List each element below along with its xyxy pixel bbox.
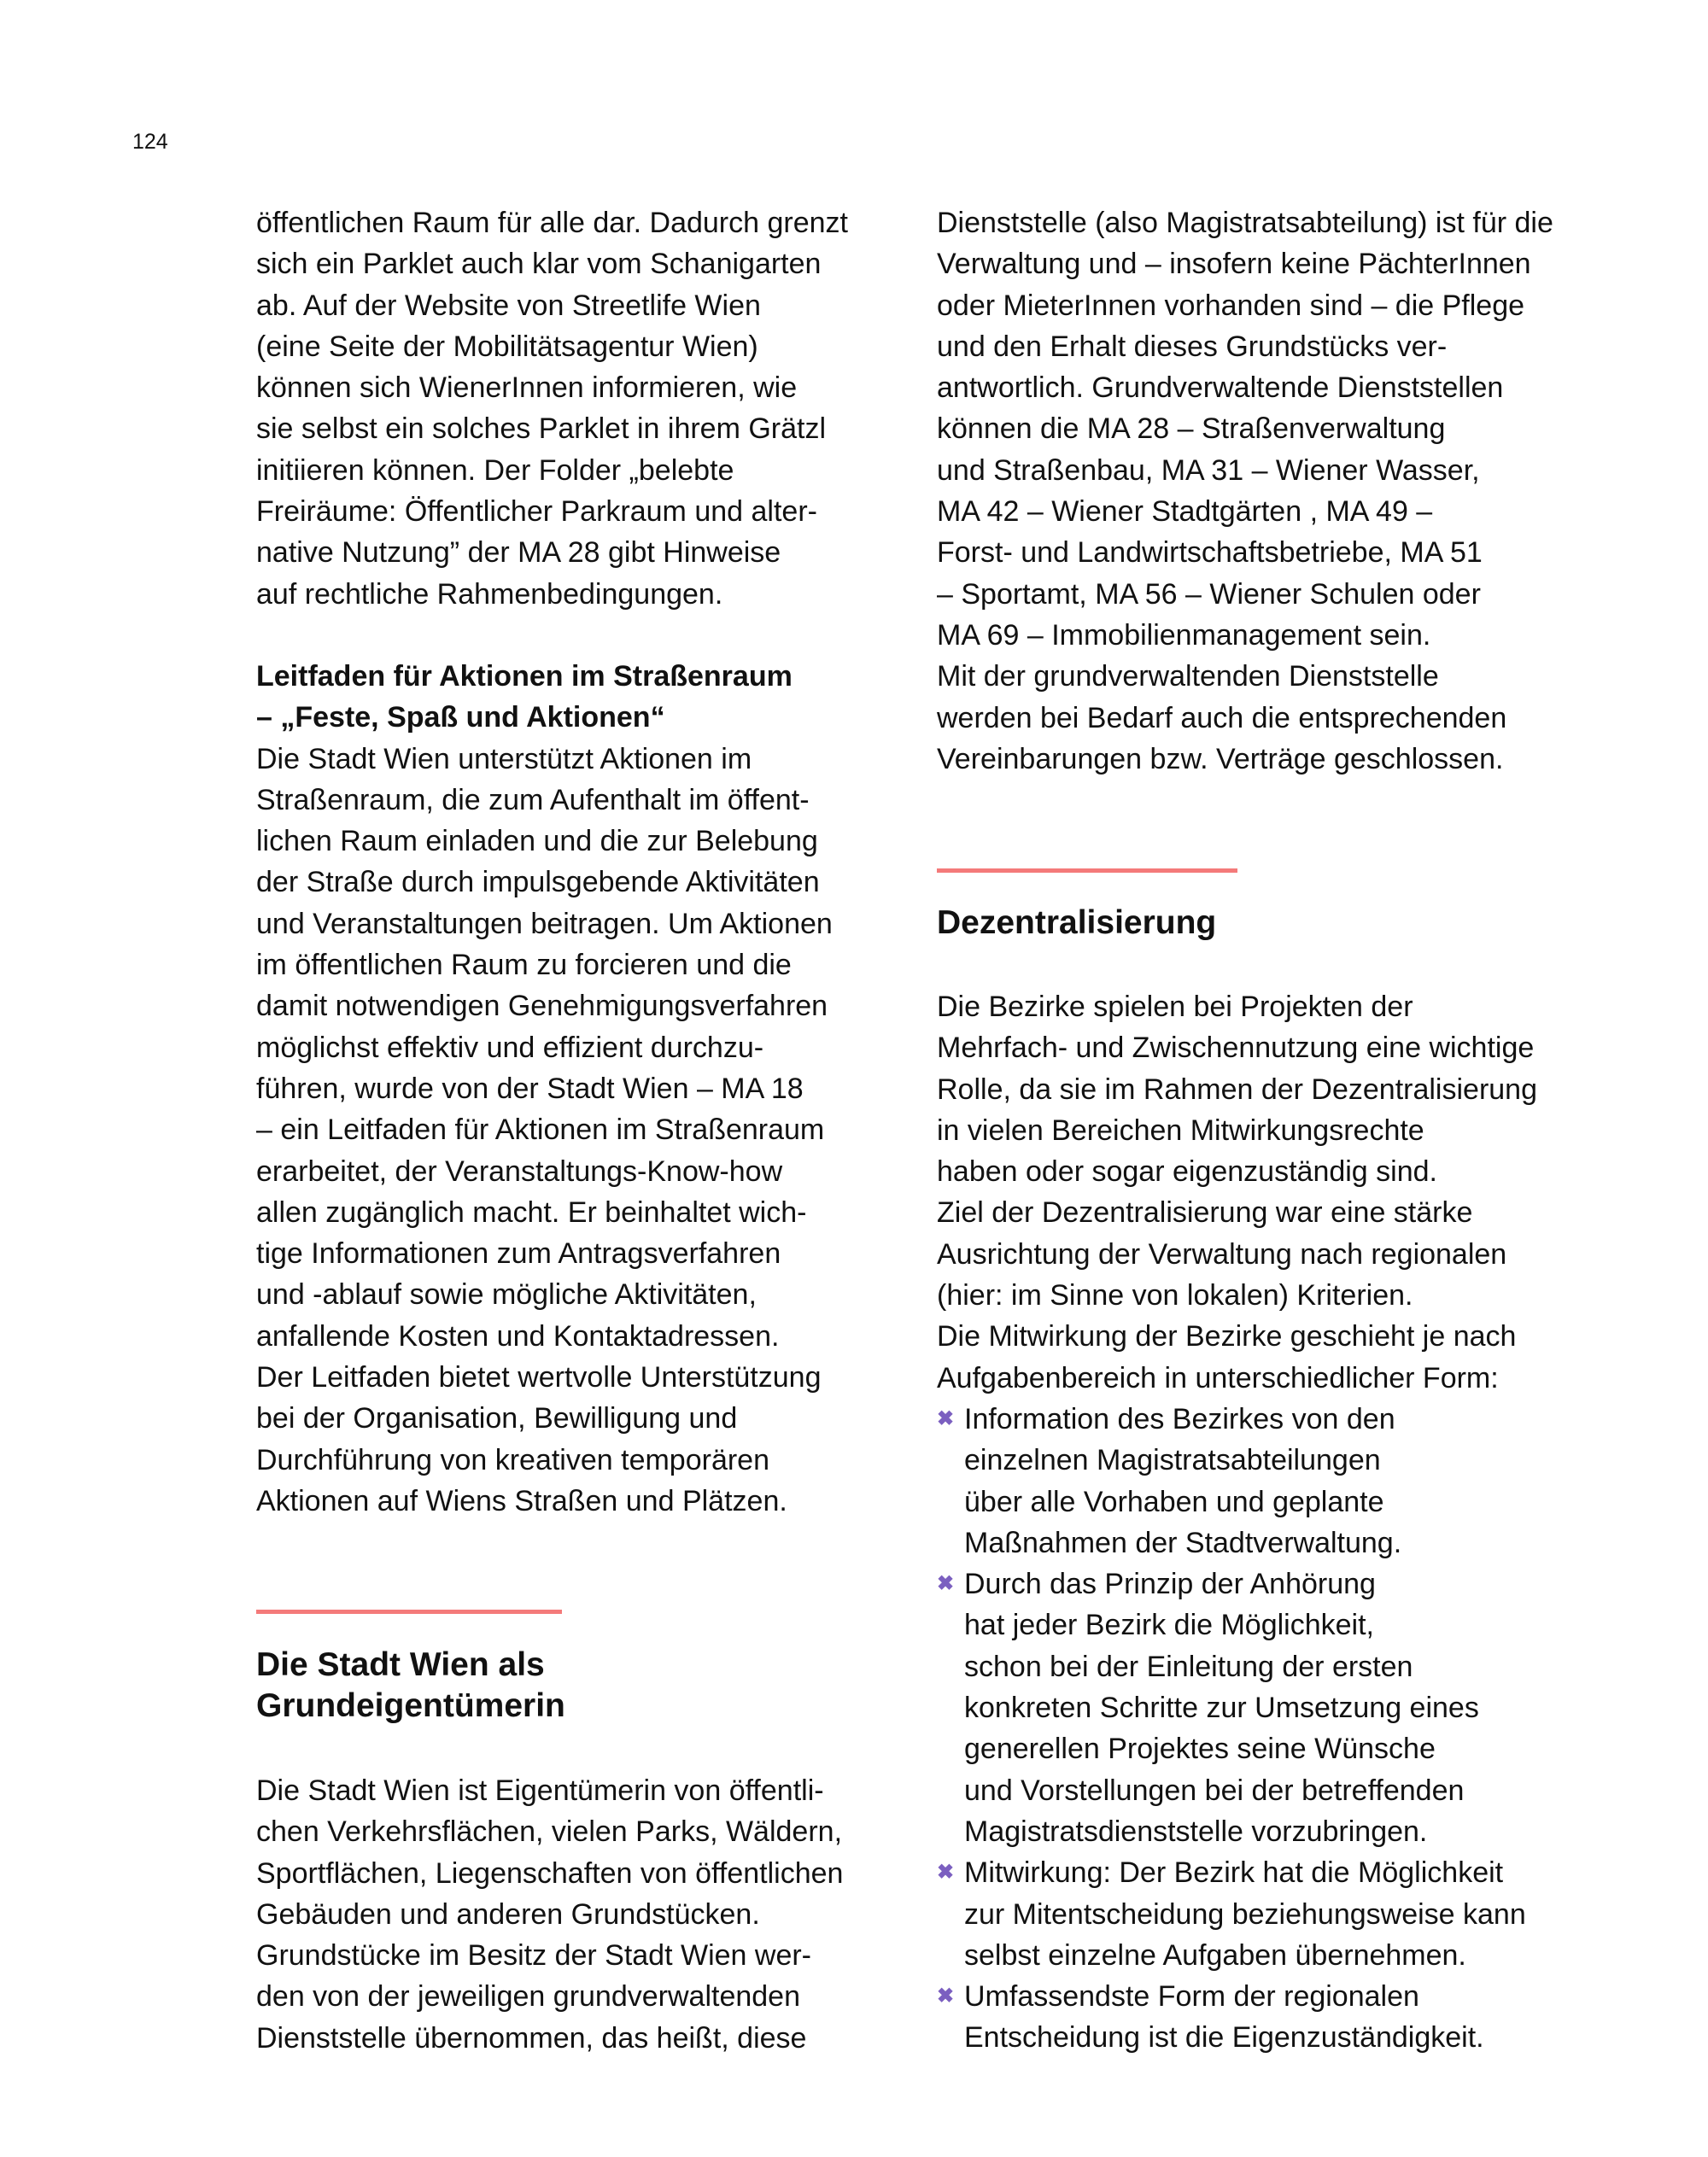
text-line: hat jeder Bezirk die Möglichkeit, <box>964 1609 1375 1642</box>
text-line: (hier: im Sinne von lokalen) Kriterien. <box>937 1279 1413 1312</box>
text-line: haben oder sogar eigenzuständig sind. <box>937 1155 1437 1189</box>
text-line: möglichst effektiv und effizient durchzu- <box>256 1031 764 1064</box>
page-number: 124 <box>132 130 168 154</box>
x-bullet-icon: ✖ <box>937 1861 955 1885</box>
text-line: (eine Seite der Mobilitätsagentur Wien) <box>256 330 758 363</box>
text-line: Die Bezirke spielen bei Projekten der <box>937 991 1413 1023</box>
text-line: Durch das Prinzip der Anhörung <box>964 1568 1376 1601</box>
leitfaden-body <box>256 739 888 1523</box>
text-line: und Veranstaltungen beitragen. Um Aktionen <box>256 907 833 940</box>
text-line: in vielen Bereichen Mitwirkungsrechte <box>937 1114 1424 1147</box>
text-line: Grundstücke im Besitz der Stadt Wien wer- <box>256 1939 812 1973</box>
text-line: Aktionen auf Wiens Straßen und Plätzen. <box>256 1484 787 1517</box>
text-line: oder MieterInnen vorhanden sind – die Pflege <box>937 289 1525 322</box>
text-line: ab. Auf der Website von Streetlife Wien <box>256 289 761 322</box>
text-line: Ausrichtung der Verwaltung nach regionalen <box>937 1237 1507 1271</box>
bullet-list <box>937 1399 1569 2059</box>
x-bullet-icon: ✖ <box>937 1985 955 2008</box>
text-line: Maßnahmen der Stadtverwaltung. <box>964 1526 1402 1559</box>
text-line: selbst einzelne Aufgaben übernehmen. <box>964 1938 1466 1972</box>
text-line: werden bei Bedarf auch die entsprechenden <box>937 701 1507 734</box>
text-line: und den Erhalt dieses Grundstücks ver- <box>937 330 1448 363</box>
text-line: Magistratsdienststelle vorzubringen. <box>964 1815 1428 1848</box>
text-line: den von der jeweiligen grundverwaltenden <box>256 1980 800 2014</box>
grundeigentuemerin-heading <box>256 1645 888 1727</box>
text-line: Rolle, da sie im Rahmen der Dezentralisierung <box>937 1073 1537 1106</box>
dezentralisierung-body <box>937 986 1569 1399</box>
text-line: tige Informationen zum Antragsverfahren <box>256 1237 781 1271</box>
text-line: über alle Vorhaben und geplante <box>964 1485 1384 1518</box>
text-line: Aufgabenbereich in unterschiedlicher Form: <box>937 1361 1499 1394</box>
text-line: führen, wurde von der Stadt Wien – MA 18 <box>256 1072 804 1105</box>
section-divider-rule <box>937 868 1237 873</box>
text-line: Mitwirkung: Der Bezirk hat die Möglichkeit <box>964 1856 1504 1890</box>
text-line: – Sportamt, MA 56 – Wiener Schulen oder <box>937 577 1481 611</box>
text-line: MA 42 – Wiener Stadtgärten , MA 49 – <box>937 495 1433 529</box>
text-line: Verwaltung und – insofern keine PächterInnen <box>937 248 1531 281</box>
text-line: konkreten Schritte zur Umsetzung eines <box>964 1692 1479 1725</box>
text-line: Entscheidung ist die Eigenzuständigkeit. <box>964 2021 1484 2055</box>
bullet-list-item <box>937 1976 1569 2059</box>
text-line: zur Mitentscheidung beziehungsweise kann <box>964 1897 1526 1931</box>
text-line: initiieren können. Der Folder „belebte <box>256 453 734 487</box>
text-line: der Straße durch impulsgebende Aktivitäten <box>256 866 820 899</box>
bullet-list-item <box>937 1852 1569 1976</box>
text-line: Dienststelle übernommen, das heißt, diese <box>256 2021 807 2055</box>
grundeigentuemerin-body <box>256 1770 888 2059</box>
text-line: einzelnen Magistratsabteilungen <box>964 1444 1381 1477</box>
text-line: Durchführung von kreativen temporären <box>256 1443 769 1476</box>
text-line: sich ein Parklet auch klar vom Schanigarten <box>256 248 822 281</box>
bullet-list-item <box>937 1399 1569 1564</box>
x-bullet-icon: ✖ <box>937 1407 955 1430</box>
text-line: erarbeitet, der Veranstaltungs-Know-how <box>256 1154 783 1188</box>
text-line: Die Stadt Wien unterstützt Aktionen im <box>256 742 752 775</box>
text-line: Die Mitwirkung der Bezirke geschieht je nach <box>937 1320 1517 1353</box>
text-line: Dienststelle (also Magistratsabteilung) ist für die <box>937 207 1553 239</box>
text-line: Der Leitfaden bietet wertvolle Unterstützung <box>256 1361 822 1394</box>
text-line: generellen Projektes seine Wünsche <box>964 1733 1436 1766</box>
text-line: Vereinbarungen bzw. Verträge geschlossen. <box>937 742 1504 775</box>
text-line: können die MA 28 – Straßenverwaltung <box>937 412 1446 446</box>
text-line: chen Verkehrsflächen, vielen Parks, Wäldern, <box>256 1815 843 1849</box>
text-line: – „Feste, Spaß und Aktionen“ <box>256 701 665 734</box>
text-line: und Vorstellungen bei der betreffenden <box>964 1774 1465 1807</box>
text-line: MA 69 – Immobilienmanagement sein. <box>937 618 1431 652</box>
text-line: Forst- und Landwirtschaftsbetriebe, MA 51 <box>937 536 1483 570</box>
heading-text: Dezentralisierung <box>937 904 1217 941</box>
text-line: und -ablauf sowie mögliche Aktivitäten, <box>256 1278 757 1312</box>
text-line: bei der Organisation, Bewilligung und <box>256 1402 738 1435</box>
text-line: anfallende Kosten und Kontaktadressen. <box>256 1319 780 1353</box>
text-line: sie selbst ein solches Parklet in ihrem Grätzl <box>256 412 827 446</box>
text-line: Straßenraum, die zum Aufenthalt im öffent- <box>256 783 810 816</box>
text-line: Mit der grundverwaltenden Dienststelle <box>937 660 1439 693</box>
left-intro-paragraph <box>256 202 888 615</box>
bullet-list-item <box>937 1564 1569 1852</box>
text-line: auf rechtliche Rahmenbedingungen. <box>256 577 723 611</box>
text-line: lichen Raum einladen und die zur Belebung <box>256 825 818 858</box>
right-intro-paragraph <box>937 202 1569 780</box>
text-line: Umfassendste Form der regionalen <box>964 1980 1419 2014</box>
text-line: Leitfaden für Aktionen im Straßenraum <box>256 660 793 693</box>
text-line: damit notwendigen Genehmigungsverfahren <box>256 990 828 1023</box>
text-line: Die Stadt Wien ist Eigentümerin von öffentli- <box>256 1774 824 1807</box>
text-line: Die Stadt Wien als <box>256 1646 545 1683</box>
text-line: öffentlichen Raum für alle dar. Dadurch grenzt <box>256 207 848 239</box>
text-line: Information des Bezirkes von den <box>964 1403 1395 1435</box>
text-line: und Straßenbau, MA 31 – Wiener Wasser, <box>937 453 1480 487</box>
section-divider-rule <box>256 1610 562 1614</box>
dezentralisierung-heading <box>937 903 1569 944</box>
text-line: native Nutzung” der MA 28 gibt Hinweise <box>256 536 781 570</box>
text-line: Gebäuden und anderen Grundstücken. <box>256 1897 760 1931</box>
text-line: schon bei der Einleitung der ersten <box>964 1650 1413 1683</box>
text-line: Sportflächen, Liegenschaften von öffentlichen <box>256 1856 844 1890</box>
text-line: antwortlich. Grundverwaltende Dienststellen <box>937 371 1504 405</box>
text-line: – ein Leitfaden für Aktionen im Straßenraum <box>256 1114 825 1147</box>
text-line: im öffentlichen Raum zu forcieren und die <box>256 949 792 982</box>
text-line: Mehrfach- und Zwischennutzung eine wichtige <box>937 1032 1535 1065</box>
x-bullet-icon: ✖ <box>937 1572 955 1596</box>
text-line: können sich WienerInnen informieren, wie <box>256 371 798 405</box>
text-line: Freiräume: Öffentlicher Parkraum und alter- <box>256 495 817 529</box>
text-line: allen zugänglich macht. Er beinhaltet wich- <box>256 1195 807 1229</box>
text-line: Ziel der Dezentralisierung war eine stärke <box>937 1196 1473 1230</box>
text-line: Grundeigentümerin <box>256 1687 565 1725</box>
leitfaden-heading <box>256 656 888 739</box>
